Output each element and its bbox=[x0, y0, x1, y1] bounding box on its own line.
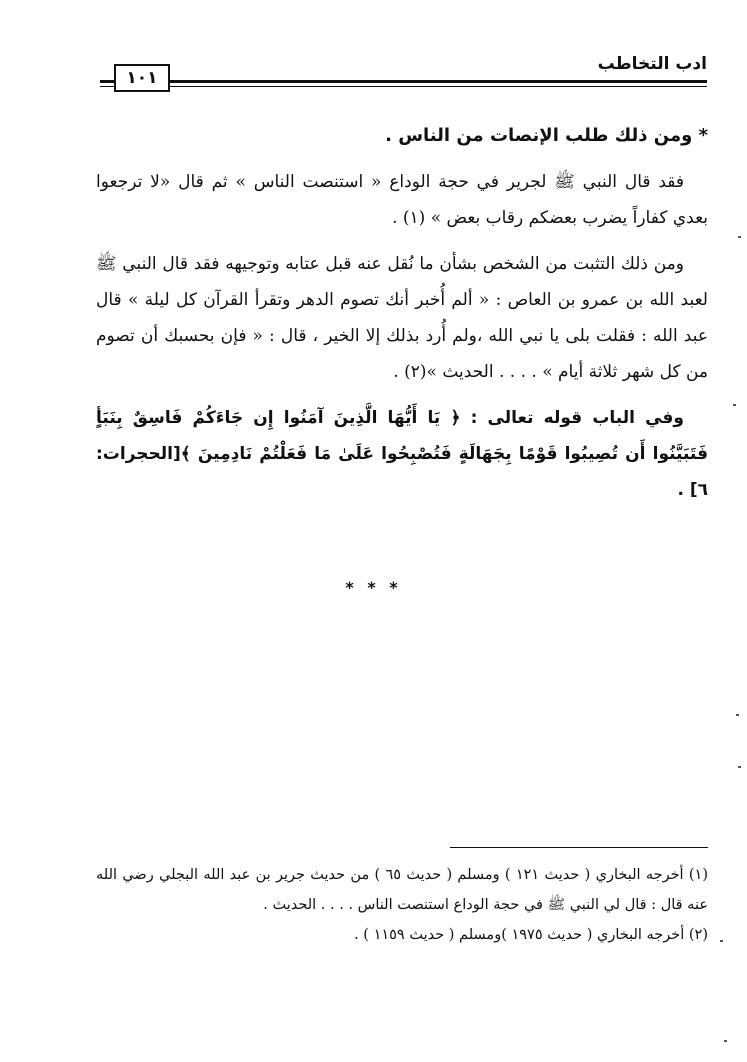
footnote: (١) أخرجه البخاري ( حديث ١٢١ ) ومسلم ( حديث ٦٥ ) من حديث جرير بن عبد الله البجلي رضي الله عنه قال : قال لي النبي ﷺ في حجة الوداع استنصت الناس . . . . الحديث . bbox=[96, 867, 708, 913]
paragraph: فقد قال النبي ﷺ لجرير في حجة الوداع « استنصت الناس » ثم قال «لا ترجعوا بعدي كفاراً يضرب بعضكم رقاب بعض » (١) . bbox=[96, 172, 708, 228]
page-number: ١٠١ bbox=[114, 64, 170, 92]
footnotes bbox=[96, 860, 708, 950]
scan-speck bbox=[724, 1040, 727, 1042]
footnote: (٢) أخرجه البخاري ( حديث ١٩٧٥ )ومسلم ( حديث ١١٥٩ ) . bbox=[354, 927, 708, 943]
running-header bbox=[100, 54, 707, 100]
header-rule-thin bbox=[100, 86, 707, 87]
scan-speck bbox=[738, 236, 741, 238]
header-title: ادب التخاطب bbox=[597, 54, 707, 74]
section-lead: * ومن ذلك طلب الإنصات من الناس . bbox=[385, 125, 708, 146]
scan-speck bbox=[738, 766, 741, 768]
scan-speck bbox=[733, 404, 736, 406]
scan-speck bbox=[720, 940, 723, 942]
footnote-rule bbox=[450, 847, 708, 848]
quran-verse-paragraph: وفي الباب قوله تعالى : ﴿ يَا أَيُّهَا الَّذِينَ آمَنُوا إِن جَاءَكُمْ فَاسِقٌ بِنَبَأٍ فَتَبَيَّنُوا أَن تُصِيبُوا قَوْمًا بِجَهَالَةٍ فَتُصْبِحُوا عَلَىٰ مَا فَعَلْتُمْ نَادِمِينَ ﴾[الحجرات: ٦] . bbox=[96, 408, 708, 500]
main-text bbox=[96, 118, 708, 518]
scan-speck bbox=[736, 714, 739, 716]
section-separator: * * * bbox=[345, 578, 402, 597]
paragraph: ومن ذلك التثبت من الشخص بشأن ما نُقل عنه قبل عتابه وتوجيهه فقد قال النبي ﷺ لعبد الله بن عمرو بن العاص : « ألم أُخبر أنك تصوم الدهر وتقرأ القرآن كل ليلة » قال عبد الله : فقلت بلى يا نبي الله ،ولم أُرد بذلك إلا الخير ، قال : « فإن بحسبك أن تصوم من كل شهر ثلاثة أيام » . . . . الحديث »(٢) . bbox=[96, 254, 708, 382]
header-rule-thick bbox=[100, 80, 707, 83]
